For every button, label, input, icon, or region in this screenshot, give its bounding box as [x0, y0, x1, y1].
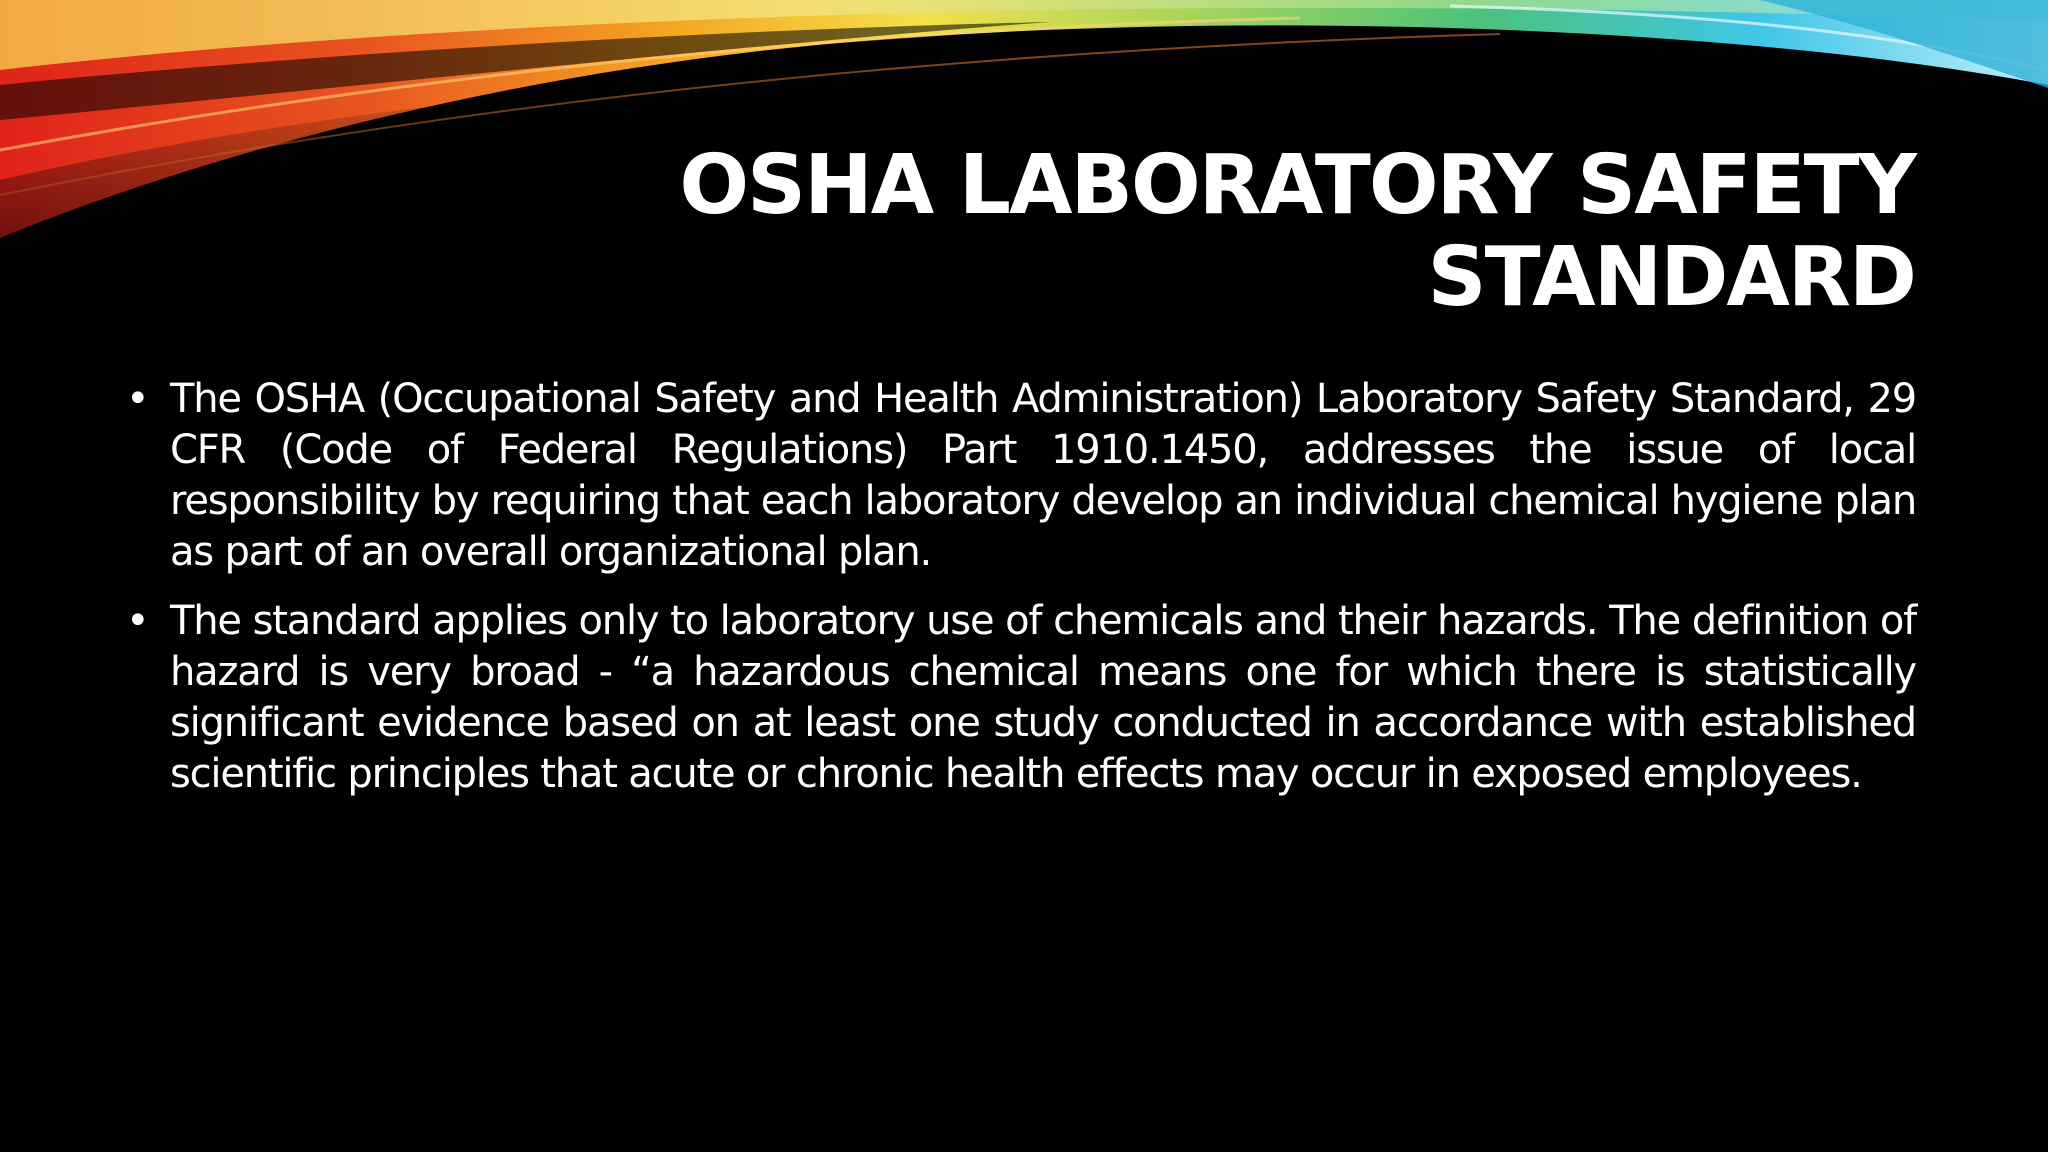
bullet-text: The standard applies only to laboratory use of chemicals and their hazards. The definition of hazard is very broad - “a hazardous chemical means one for which there is statistically significant evidence based on at least one study conducted in accordance with established scientific principles that acute or chronic health effects may occur in exposed employees. [170, 598, 1916, 797]
bullet-item [126, 596, 1916, 800]
slide-title-line-2: STANDARD [1427, 230, 1915, 325]
bullet-dot-icon: • [126, 376, 149, 422]
bullet-list [126, 374, 1916, 818]
bullet-dot-icon: • [126, 598, 149, 644]
slide-title-line-1: OSHA LABORATORY SAFETY [679, 138, 1915, 233]
bullet-text: The OSHA (Occupational Safety and Health Administration) Laboratory Safety Standard, 29 CFR (Code of Federal Regulations) Part 1910.1450, addresses the issue of local responsibility by requiring that each laboratory develop an individual chemical hygiene plan as part of an overall organizational plan. [170, 376, 1916, 575]
bullet-item [126, 374, 1916, 578]
slide-title [615, 140, 1915, 324]
